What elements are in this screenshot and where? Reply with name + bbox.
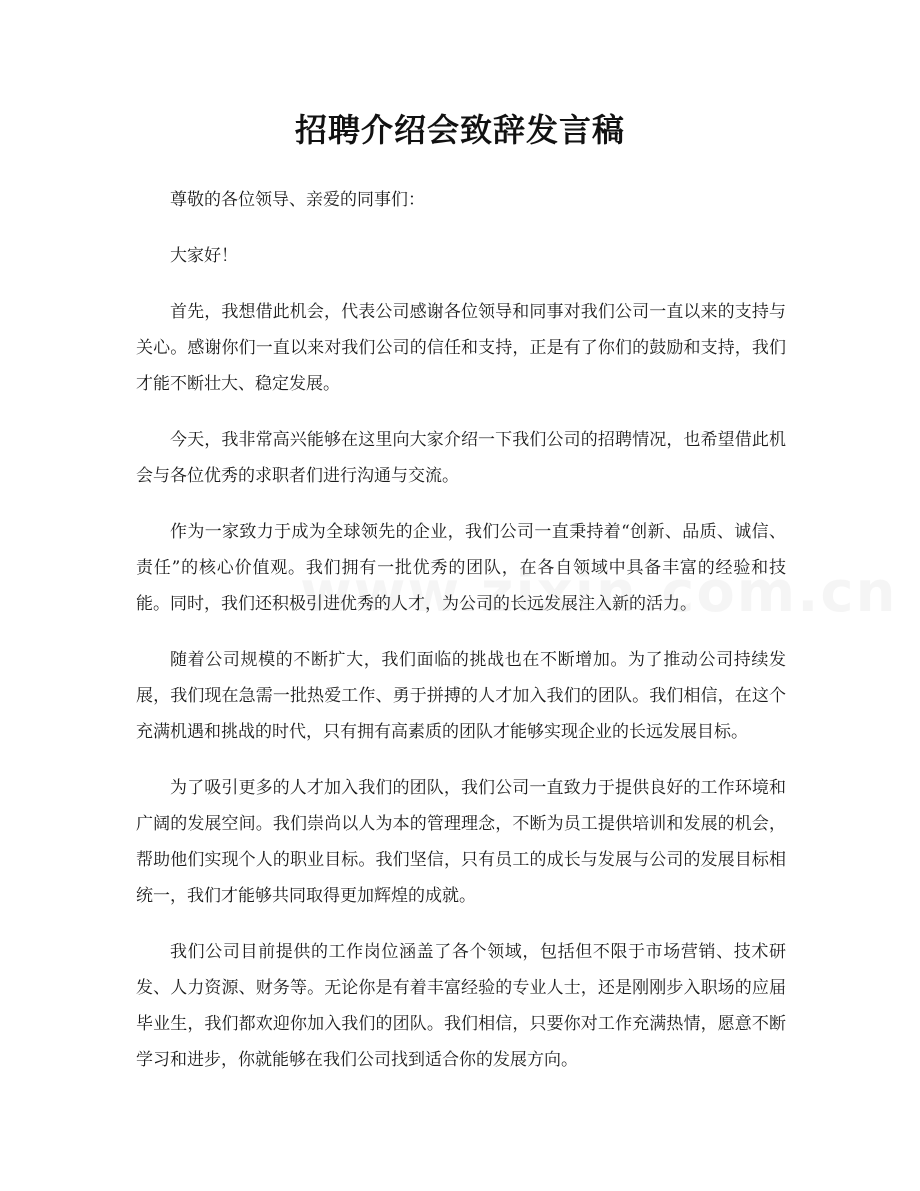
body-paragraph: 为了吸引更多的人才加入我们的团队，我们公司一直致力于提供良好的工作环境和广阔的发展空间。我们崇尚以人为本的管理理念，不断为员工提供培训和发展的机会，帮助他们实现个人的职业目标。我们坚信，只有员工的成长与发展与公司的发展目标相统一，我们才能够共同取得更加辉煌的成就。 <box>136 778 786 906</box>
greeting-paragraph: 大家好！ <box>170 246 238 266</box>
salutation-paragraph: 尊敬的各位领导、亲爱的同事们： <box>170 190 425 210</box>
body-paragraph: 首先，我想借此机会，代表公司感谢各位领导和同事对我们公司一直以来的支持与关心。感谢你们一直以来对我们公司的信任和支持，正是有了你们的鼓励和支持，我们才能不断壮大、稳定发展。 <box>136 302 786 394</box>
body-paragraph: 作为一家致力于成为全球领先的企业，我们公司一直秉持着“创新、品质、诚信、责任”的核心价值观。我们拥有一批优秀的团队，在各自领域中具备丰富的经验和技能。同时，我们还积极引进优秀的人才，为公司的长远发展注入新的活力。 <box>136 522 786 614</box>
document-body <box>136 182 786 1098</box>
body-paragraph: 我们公司目前提供的工作岗位涵盖了各个领域，包括但不限于市场营销、技术研发、人力资源、财务等。无论你是有着丰富经验的专业人士，还是刚刚步入职场的应届毕业生，我们都欢迎你加入我们的团队。我们相信，只要你对工作充满热情，愿意不断学习和进步，你就能够在我们公司找到适合你的发展方向。 <box>136 942 786 1070</box>
body-paragraph: 随着公司规模的不断扩大，我们面临的挑战也在不断增加。为了推动公司持续发展，我们现在急需一批热爱工作、勇于拼搏的人才加入我们的团队。我们相信，在这个充满机遇和挑战的时代，只有拥有高素质的团队才能够实现企业的长远发展目标。 <box>136 650 786 742</box>
body-paragraph: 今天，我非常高兴能够在这里向大家介绍一下我们公司的招聘情况，也希望借此机会与各位优秀的求职者们进行沟通与交流。 <box>136 430 786 486</box>
document-title: 招聘介绍会致辞发言稿 <box>294 111 625 149</box>
